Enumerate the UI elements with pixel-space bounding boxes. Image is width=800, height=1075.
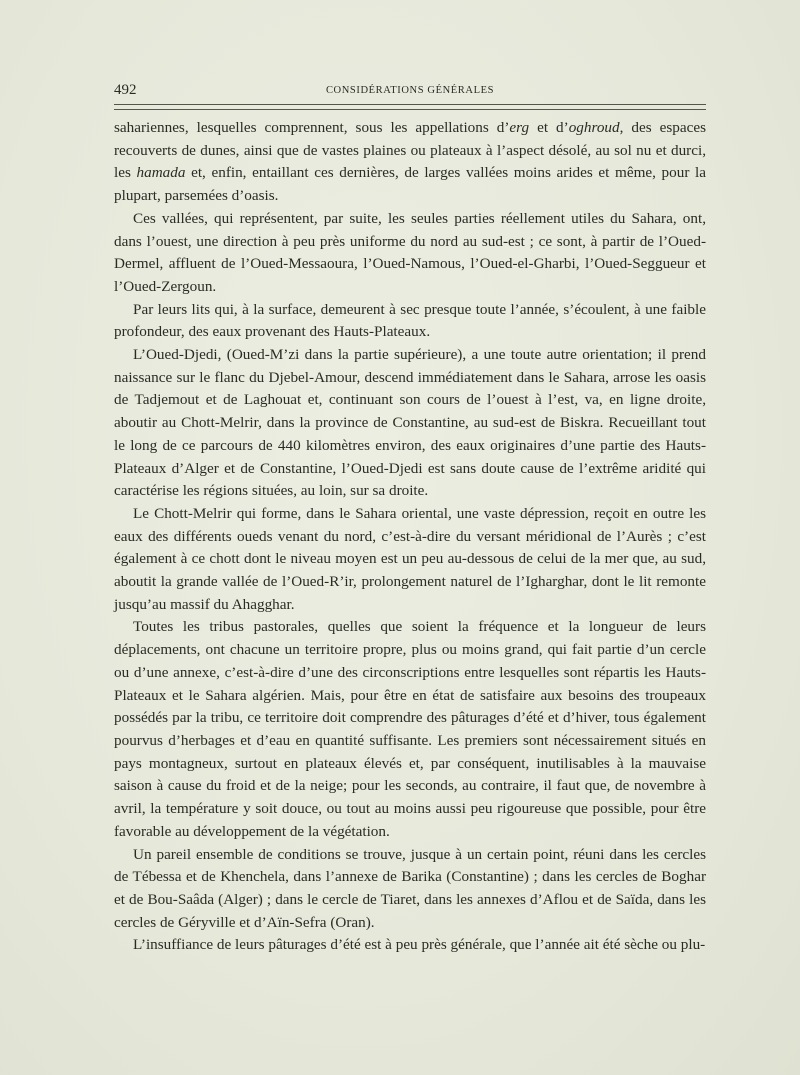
page-header bbox=[114, 82, 706, 102]
italic-term: hamada bbox=[136, 164, 186, 182]
italic-term: erg bbox=[509, 119, 530, 136]
paragraph: Ces vallées, qui représentent, par suite, les seules parties réellement utiles du Sahara, ont, dans l’ouest, une direction à peu près uniforme du nord au sud-est ; ce sont, à partir de l’Oued-Dermel, affluent de l’Oued-Messaoura, l’Oued-Namous, l’Oued-el-Gharbi, l’Oued-Seggueur et l’Oued-Zergoun. bbox=[114, 209, 706, 295]
paragraph: L’insuffiance de leurs pâturages d’été est à peu près générale, que l’année ait été sèche ou plu- bbox=[133, 936, 706, 954]
body-text bbox=[114, 117, 706, 957]
italic-term: oghroud bbox=[568, 119, 620, 136]
text-run: et, enfin, entaillant ces dernières, de larges vallées moins arides et même, pour la plupart, parsemées d’oasis. bbox=[114, 164, 706, 205]
running-head: CONSIDÉRATIONS GÉNÉRALES bbox=[325, 85, 495, 96]
text-run: , des espaces recouverts de dunes, ainsi que de vastes plaines ou plateaux à l’aspect désolé, au sol nu et durci, les bbox=[114, 119, 706, 182]
text-run: et d’ bbox=[529, 119, 569, 136]
text-run: sahariennes, lesquelles comprennent, sous les appellations d’ bbox=[114, 119, 510, 136]
paragraph: Un pareil ensemble de conditions se trouve, jusque à un certain point, réuni dans les cercles de Tébessa et de Khenchela, dans l’annexe de Barika (Constantine) ; dans les cercles de Boghar et de Bou-Saâda (Alger) ; dans le cercle de Tiaret, dans les annexes d’Aflou et de Saïda, dans les cercles de Géryville et d’Aïn-Sefra (Oran). bbox=[114, 845, 706, 931]
paragraph: Par leurs lits qui, à la surface, demeurent à sec presque toute l’année, s’écoulent, à une faible profondeur, des eaux provenant des Hauts-Plateaux. bbox=[114, 300, 706, 341]
page-number: 492 bbox=[114, 82, 137, 98]
header-double-rule bbox=[114, 104, 706, 110]
paragraph: Le Chott-Melrir qui forme, dans le Sahara oriental, une vaste dépression, reçoit en outre les eaux des différents oueds venant du nord, c’est-à-dire du versant méridional de l’Aurès ; c’est également à ce chott dont le niveau moyen est un peu au-dessous de celui de la mer que, au sud, aboutit la grande vallée de l’Oued-R’ir, prolongement naturel de l’Igharghar, dont le lit remonte jusqu’au massif du Ahagghar. bbox=[114, 504, 706, 613]
paragraph-continuation bbox=[114, 117, 706, 208]
paragraph: L’Oued-Djedi, (Oued-M’zi dans la partie supérieure), a une toute autre orientation; il prend naissance sur le flanc du Djebel-Amour, descend immédiatement dans le Sahara, arrose les oasis de Tadjemout et de Laghouat et, continuant son cours de l’ouest à l’est, va, en ligne droite, aboutir au Chott-Melrir, dans la province de Constantine, au sud-est de Biskra. Recueillant tout le long de ce parcours de 440 kilomètres environ, des eaux originaires d’une partie des Hauts-Plateaux d’Alger et de Constantine, l’Oued-Djedi est sans doute cause de l’extrême aridité qui caractérise les régions situées, au loin, sur sa droite. bbox=[114, 346, 706, 500]
paragraph: Toutes les tribus pastorales, quelles que soient la fréquence et la longueur de leurs déplacements, ont chacune un territoire propre, plus ou moins grand, qui fait partie d’un cercle ou d’une annexe, c’est-à-dire d’une des circonscriptions entre lesquelles sont répartis les Hauts-Plateaux et le Sahara algérien. Mais, pour être en état de satisfaire aux besoins des troupeaux possédés par la tribu, ce territoire doit comprendre des pâturages d’été et d’hiver, tous également pourvus d’herbages et d’eau en quantité suffisante. Les premiers sont nécessairement situés en pays montagneux, surtout en plateaux élevés et, par conséquent, inutilisables à la mauvaise saison à cause du froid et de la neige; pour les seconds, au contraire, il faut que, de novembre à avril, la température y soit douce, ou tout au moins aussi peu rigoureuse que possible, pour être favorable au développement de la végétation. bbox=[114, 618, 706, 840]
